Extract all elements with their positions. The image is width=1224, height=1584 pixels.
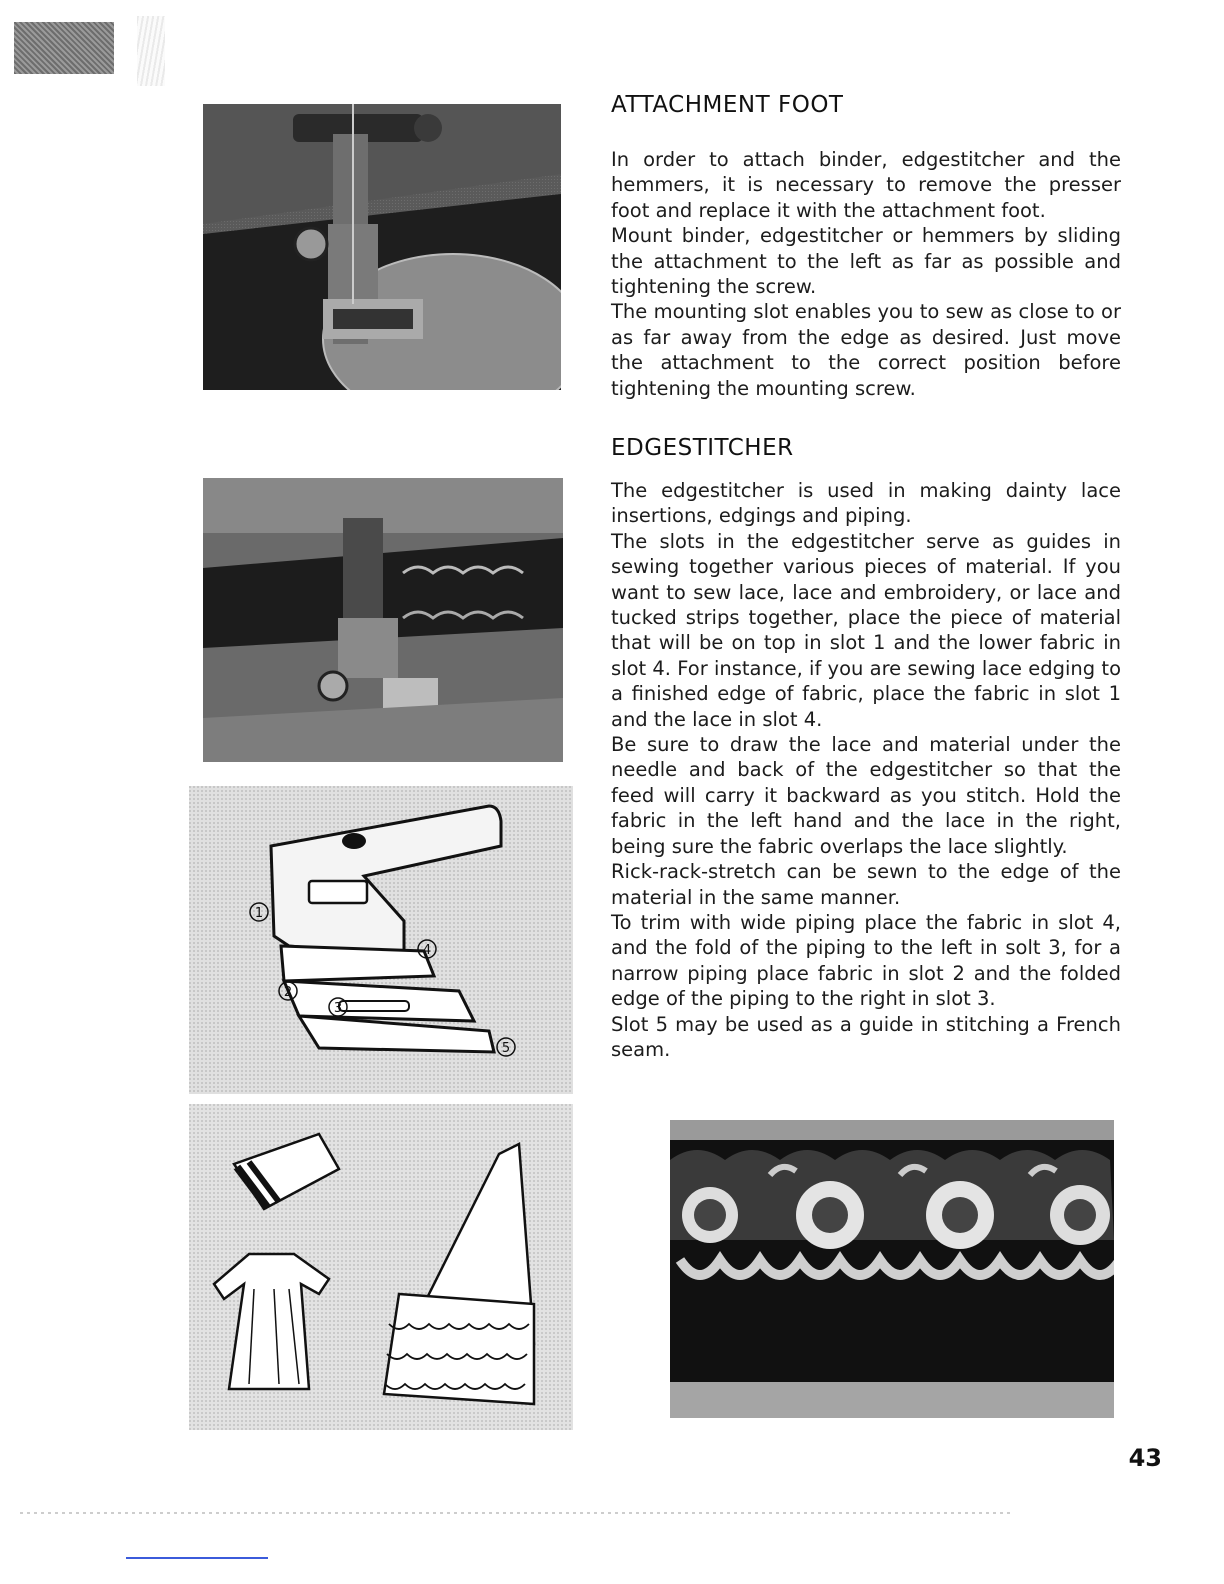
slot-2-label: 2 xyxy=(283,985,293,1000)
bottom-rule xyxy=(126,1557,268,1559)
paragraph: The edgestitcher is used in making dainty lace insertions, edgings and piping. xyxy=(611,479,1121,528)
paragraph: Rick-rack-stretch can be sewn to the edge of the material in the same manner. xyxy=(611,860,1121,909)
page-number: 43 xyxy=(1128,1444,1162,1472)
paragraph: The mounting slot enables you to sew as close to or as far away from the edge as desired. Just move the attachment to the correct position before tightening the mounting screw. xyxy=(611,300,1121,400)
attachment-foot-heading: ATTACHMENT FOOT xyxy=(611,92,844,118)
paragraph: In order to attach binder, edgestitcher and the hemmers, it is necessary to remove the presser foot and replace it with the attachment foot. xyxy=(611,148,1121,222)
edgestitcher-photo xyxy=(203,478,563,762)
edgestitcher-slot-diagram xyxy=(189,786,573,1094)
attachment-foot-photo xyxy=(203,104,561,390)
lace-edging-photo xyxy=(670,1120,1114,1418)
slot-4-label: 4 xyxy=(422,943,432,958)
garments-illustration xyxy=(189,1104,573,1430)
paragraph: Slot 5 may be used as a guide in stitching a French seam. xyxy=(611,1012,1121,1061)
paragraph: To trim with wide piping place the fabric in slot 4, and the fold of the piping to the left in solt 3, for a narrow piping place fabric in slot 2 and the folded edge of the piping to the right in slot 3. xyxy=(611,910,1121,1011)
slot-1-label: 1 xyxy=(254,906,264,921)
scan-artifact xyxy=(14,22,114,74)
scan-dotted-line xyxy=(20,1512,1010,1514)
slot-3-label: 3 xyxy=(333,1001,343,1016)
paragraph: The slots in the edgestitcher serve as guides in sewing together various pieces of material. If you want to sew lace, lace and embroidery, or lace and tucked strips together, place the piece of material that will be on top in slot 1 and the lower fabric in slot 4. For instance, if you are sewing lace edging to a finished edge of fabric, place the fabric in slot 1 and the lace in slot 4. xyxy=(611,529,1121,731)
paragraph: Mount binder, edgestitcher or hemmers by sliding the attachment to the left as far as possible and tightening the screw. xyxy=(611,224,1121,299)
edgestitcher-text xyxy=(611,478,1121,1062)
slot-5-label: 5 xyxy=(501,1041,511,1056)
attachment-foot-text xyxy=(611,147,1121,401)
scan-artifact xyxy=(137,16,165,86)
paragraph: Be sure to draw the lace and material under the needle and back of the edgestitcher so that the feed will carry it backward as you stitch. Hold the fabric in the left hand and the lace in the right, being sure the fabric overlaps the lace slightly. xyxy=(611,733,1121,858)
edgestitcher-heading: EDGESTITCHER xyxy=(611,435,794,461)
